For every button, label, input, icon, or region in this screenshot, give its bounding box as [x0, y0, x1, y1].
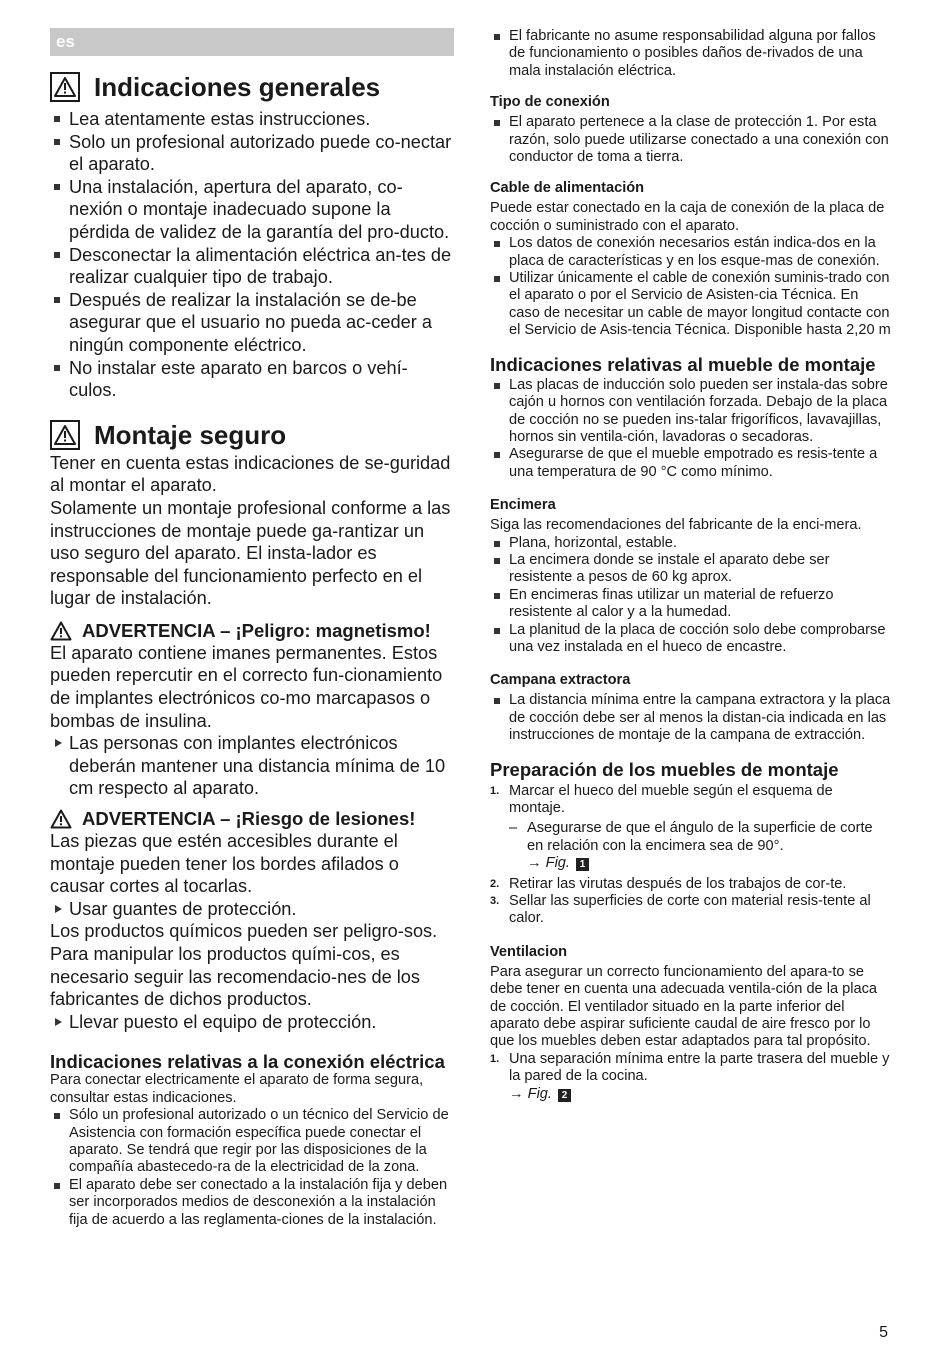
- list-item: Las placas de inducción solo pueden ser instala-das sobre cajón u hornos con ventilación forzada. Debajo de la placa de cocción no se pueden ins-talar frigoríficos, lavavajillas, hornos sin ventila-ción, lavadoras o secadoras.: [490, 377, 892, 447]
- step-text: Sellar las superficies de corte con material resis-tente al calor.: [509, 893, 871, 927]
- warning-magnetism-heading: [50, 620, 454, 642]
- electrical-heading: Indicaciones relativas a la conexión eléctrica: [50, 1051, 445, 1073]
- figure-reference-label: → Fig.: [527, 855, 570, 872]
- warning-triangle-icon: [50, 809, 72, 829]
- list-item: En encimeras finas utilizar un material de refuerzo resistente al calor y a la humedad.: [490, 587, 892, 622]
- campana-heading: Campana extractora: [490, 672, 631, 689]
- encimera-heading: Encimera: [490, 497, 556, 514]
- left-column: [50, 28, 454, 1229]
- montaje-paragraph: Solamente un montaje profesional conforme a las instrucciones de montaje puede ga-rantizar un uso seguro del aparato. El insta-lador es responsable del funcionamiento perfecto en el lugar de instalación.: [50, 497, 451, 609]
- section-title-general: [50, 72, 454, 102]
- list-item: La distancia mínima entre la campana extractora y la placa de cocción debe ser al menos la distan-cia indicada en las instrucciones de montaje de la campana de extracción.: [490, 692, 892, 744]
- list-item: Asegurarse de que el mueble empotrado es resis-tente a una temperatura de 90 °C como mínimo.: [490, 446, 892, 481]
- ventilacion-text: Para asegurar un correcto funcionamiento del apara-to se debe tener en cuenta una adecuada ventila-ción de la placa de cocción. El ventilador situado en la parte inferior del aparato debe aspirar suficiente caudal de aire fresco por lo que los muebles deben estar adaptados para tal propósito.: [490, 963, 878, 1050]
- numbered-step: [490, 783, 892, 818]
- numbered-step: [490, 876, 892, 893]
- figure-reference: [490, 1086, 892, 1103]
- list-item: La planitud de la placa de cocción solo debe comprobarse una vez instalada en el hueco de encastre.: [490, 622, 892, 657]
- numbered-step: [490, 893, 892, 928]
- section-title-montaje: [50, 420, 454, 450]
- warning-magnetism-text: El aparato contiene imanes permanentes. Estos pueden repercutir en el correcto fun-cionamiento de implantes electrónicos co-mo marcapasos o bombas de insulina.: [50, 642, 443, 731]
- list-item: Solo un profesional autorizado puede co-nectar el aparato.: [50, 131, 454, 176]
- figure-reference: [490, 855, 892, 872]
- cable-intro: Puede estar conectado en la caja de conexión de la placa de cocción o suministrado con el aparato.: [490, 200, 885, 234]
- general-title: Indicaciones generales: [94, 72, 381, 102]
- list-item: Después de realizar la instalación se de-be asegurar que el usuario no pueda ac-ceder a ningún componente eléctrico.: [50, 289, 454, 357]
- list-item: Plana, horizontal, estable.: [490, 535, 892, 552]
- list-item: Utilizar únicamente el cable de conexión suminis-trado con el aparato o por el Servicio de Asisten-cia Técnica. En caso de necesitar un cable de mayor longitud contacte con el Servicio de Asis-tencia Técnica. Disponible hasta 2,20 m: [490, 270, 892, 340]
- list-item: El aparato pertenece a la clase de protección 1. Por esta razón, solo puede utilizarse conectado a una conexión con conductor de toma a tierra.: [490, 114, 892, 166]
- step-number: 2.: [490, 877, 500, 890]
- list-item: Los datos de conexión necesarios están indica-dos en la placa de características y en los esque-mas de conexión.: [490, 235, 892, 270]
- step-text: Una separación mínima entre la parte trasera del mueble y la pared de la cocina.: [509, 1050, 890, 1085]
- tipo-conexion-heading: Tipo de conexión: [490, 94, 610, 111]
- warning-box-icon: [50, 72, 80, 102]
- warning-box-icon: [50, 420, 80, 450]
- figure-number-icon: 2: [558, 1089, 571, 1102]
- list-item: Una instalación, apertura del aparato, co-nexión o montaje inadecuado supone la pérdida de validez de la garantía del pro-ducto.: [50, 176, 454, 244]
- figure-reference-label: → Fig.: [509, 1085, 552, 1102]
- mueble-heading: Indicaciones relativas al mueble de montaje: [490, 353, 876, 375]
- step-number: 1.: [490, 784, 500, 797]
- instruction-step: Llevar puesto el equipo de protección.: [50, 1011, 454, 1034]
- list-item: Lea atentamente estas instrucciones.: [50, 108, 454, 131]
- list-item: Desconectar la alimentación eléctrica an-tes de realizar cualquier tipo de trabajo.: [50, 244, 454, 289]
- step-text: Retirar las virutas después de los trabajos de cor-te.: [509, 875, 847, 892]
- warning-chemicals-text: Los productos químicos pueden ser peligro-sos. Para manipular los productos quími-cos, es necesario seguir las recomendacio-nes de los fabricantes de dichos productos.: [50, 921, 438, 1010]
- warning-injury-title: ADVERTENCIA – ¡Riesgo de lesiones!: [82, 808, 416, 830]
- list-item: No instalar este aparato en barcos o vehí-culos.: [50, 357, 454, 402]
- warning-triangle-icon: [50, 621, 72, 641]
- encimera-intro: Siga las recomendaciones del fabricante de la enci-mera.: [490, 517, 862, 534]
- warning-injury-heading: [50, 808, 454, 830]
- sub-step: – Asegurarse de que el ángulo de la superficie de corte en relación con la encimera sea de 90°.: [490, 820, 892, 855]
- preparacion-heading: Preparación de los muebles de montaje: [490, 758, 839, 780]
- page-number: 5: [879, 1324, 888, 1341]
- list-item: La encimera donde se instale el aparato debe ser resistente a pesos de 60 kg aprox.: [490, 552, 892, 587]
- general-list: [50, 108, 454, 402]
- instruction-step: Las personas con implantes electrónicos deberán mantener una distancia mínima de 10 cm respecto al aparato.: [50, 732, 454, 800]
- right-column: [490, 28, 892, 1103]
- montaje-title: Montaje seguro: [94, 419, 287, 450]
- step-number: 1.: [490, 1052, 500, 1065]
- step-number: 3.: [490, 895, 500, 908]
- electrical-intro: Para conectar electricamente el aparato de forma segura, consultar estas indicaciones.: [50, 1072, 424, 1106]
- warning-magnetism-title: ADVERTENCIA – ¡Peligro: magnetismo!: [82, 619, 431, 641]
- instruction-step: Usar guantes de protección.: [50, 898, 454, 921]
- list-item: El fabricante no asume responsabilidad alguna por fallos de funcionamiento o posibles daños de-rivados de una mala instalación eléctrica.: [490, 28, 892, 80]
- list-item: El aparato debe ser conectado a la instalación fija y deben ser incorporados medios de desconexión a la instalación fija de acuerdo a las reglamenta-ciones de la instalación.: [50, 1177, 454, 1229]
- figure-number-icon: 1: [576, 858, 589, 871]
- language-bar: es: [50, 28, 454, 56]
- ventilacion-heading: Ventilacion: [490, 943, 568, 960]
- step-text: Marcar el hueco del mueble según el esquema de montaje.: [509, 782, 833, 816]
- numbered-step: [490, 1051, 892, 1086]
- cable-heading: Cable de alimentación: [490, 180, 645, 197]
- montaje-intro: Tener en cuenta estas indicaciones de se-guridad al montar el aparato.: [50, 452, 451, 496]
- list-item: Sólo un profesional autorizado o un técnico del Servicio de Asistencia con formación específica puede conectar el aparato. Se tendrá que regir por las disposiciones de la compañía abastecedo-ra de la electricidad de la zona.: [50, 1107, 454, 1177]
- warning-injury-text: Las piezas que estén accesibles durante el montaje pueden tener los bordes afilados o causar cortes al tocarlas.: [50, 831, 399, 897]
